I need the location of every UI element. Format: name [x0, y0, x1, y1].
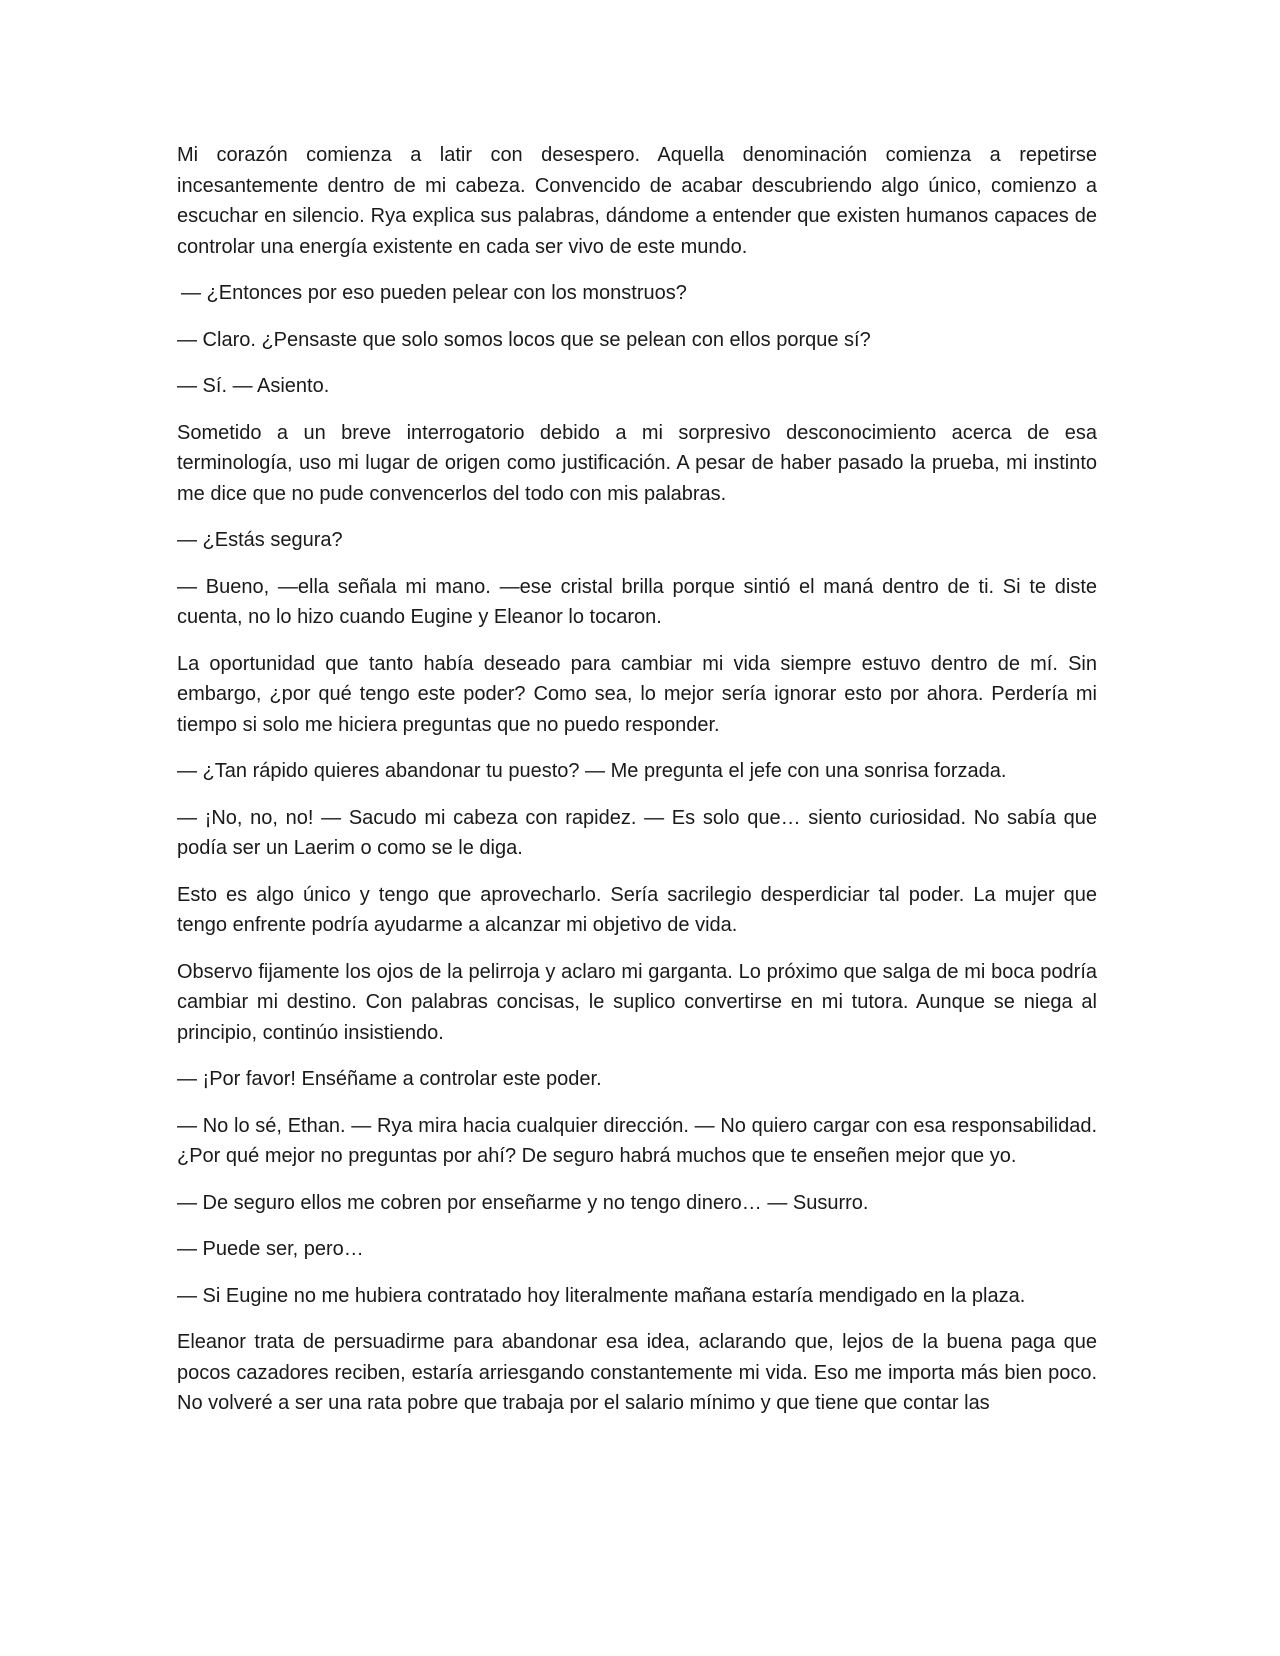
dialogue-line: — De seguro ellos me cobren por enseñarme y no tengo dinero… — Susurro.	[177, 1191, 869, 1214]
paragraph: Sometido a un breve interrogatorio debido a mi sorpresivo desconocimiento acerca de esa terminología, uso mi lugar de origen como justificación. A pesar de haber pasado la prueba, mi instinto me dice que no pude convencerlos del todo con mis palabras.	[177, 421, 1097, 505]
dialogue-line: — Claro. ¿Pensaste que solo somos locos que se pelean con ellos porque sí?	[177, 328, 871, 351]
dialogue-line: — Sí. — Asiento.	[177, 375, 330, 397]
paragraph: La oportunidad que tanto había deseado para cambiar mi vida siempre estuvo dentro de mí. Sin embargo, ¿por qué tengo este poder? Como sea, lo mejor sería ignorar esto por ahora. Perdería mi tiempo si solo me hiciera preguntas que no puedo responder.	[177, 652, 1097, 736]
paragraph: Eleanor trata de persuadirme para abandonar esa idea, aclarando que, lejos de la buena paga que pocos cazadores reciben, estaría arriesgando constantemente mi vida. Eso me importa más bien poco. No volveré a ser una rata pobre que trabaja por el salario mínimo y que tiene que contar las	[177, 1331, 1097, 1414]
dialogue-line: — Puede ser, pero…	[177, 1238, 364, 1260]
dialogue-line: — ¡Por favor! Enséñame a controlar este poder.	[177, 1068, 602, 1090]
dialogue-line: — ¿Estás segura?	[177, 529, 343, 551]
dialogue-line: — No lo sé, Ethan. — Rya mira hacia cualquier dirección. — No quiero cargar con esa responsabilidad. ¿Por qué mejor no preguntas por ahí? De seguro habrá muchos que te enseñen mejor que yo.	[177, 1114, 1097, 1167]
paragraph: Esto es algo único y tengo que aprovecharlo. Sería sacrilegio desperdiciar tal poder. La mujer que tengo enfrente podría ayudarme a alcanzar mi objetivo de vida.	[177, 883, 1097, 936]
document-page	[177, 140, 1097, 1435]
dialogue-line: — ¿Tan rápido quieres abandonar tu puesto? — Me pregunta el jefe con una sonrisa forzada.	[177, 760, 1007, 782]
dialogue-line: — ¡No, no, no! — Sacudo mi cabeza con rapidez. — Es solo que… siento curiosidad. No sabía que podía ser un Laerim o como se le diga.	[177, 806, 1097, 859]
dialogue-line: — Si Eugine no me hubiera contratado hoy literalmente mañana estaría mendigado en la plaza.	[177, 1284, 1026, 1307]
paragraph: Mi corazón comienza a latir con desespero. Aquella denominación comienza a repetirse incesantemente dentro de mi cabeza. Convencido de acabar descubriendo algo único, comienzo a escuchar en silencio. Rya explica sus palabras, dándome a entender que existen humanos capaces de controlar una energía existente en cada ser vivo de este mundo.	[177, 144, 1097, 258]
dialogue-line: — Bueno, —ella señala mi mano. —ese cristal brilla porque sintió el maná dentro de ti. Si te diste cuenta, no lo hizo cuando Eugine y Eleanor lo tocaron.	[177, 575, 1097, 628]
paragraph: Observo fijamente los ojos de la pelirroja y aclaro mi garganta. Lo próximo que salga de mi boca podría cambiar mi destino. Con palabras concisas, le suplico convertirse en mi tutora. Aunque se niega al principio, continúo insistiendo.	[177, 960, 1097, 1044]
dialogue-line: — ¿Entonces por eso pueden pelear con los monstruos?	[181, 282, 687, 304]
